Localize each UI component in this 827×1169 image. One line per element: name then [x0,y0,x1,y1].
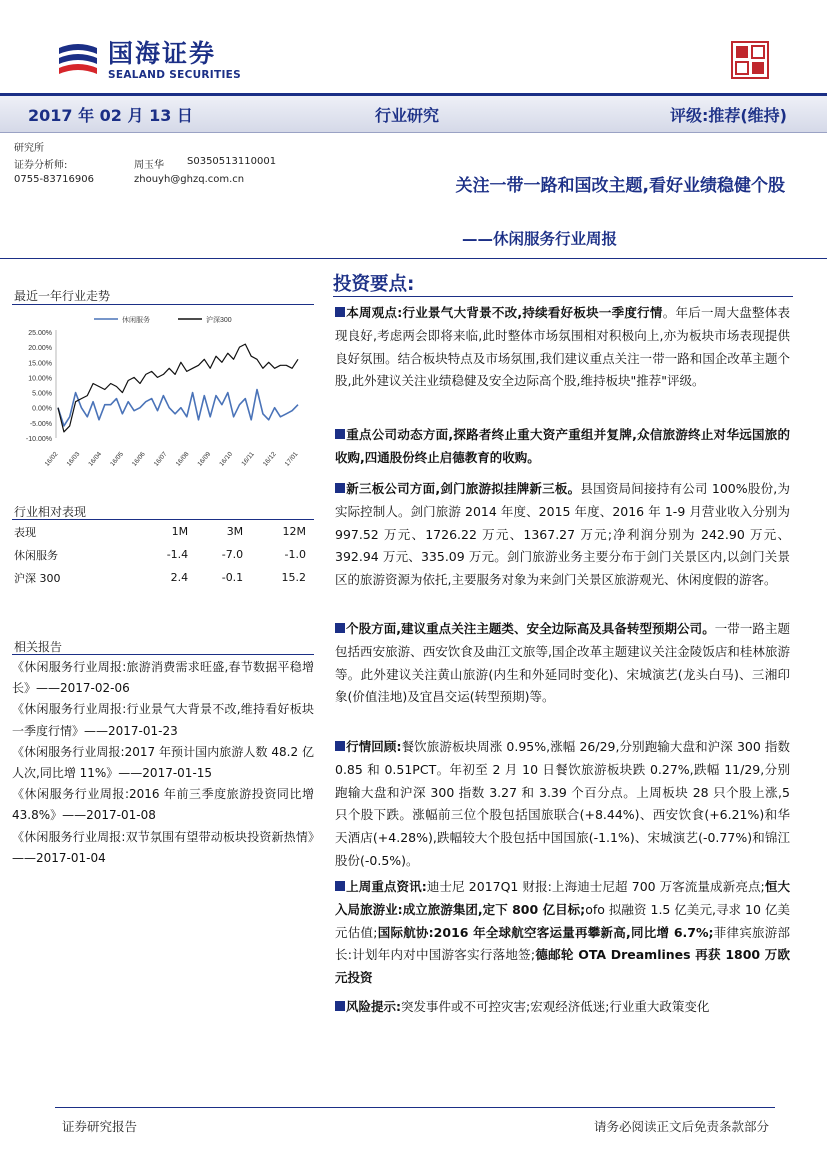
table-cell: -0.1 [221,571,244,584]
table-cell: 15.2 [281,571,306,584]
paragraph-neeq [335,478,790,592]
stock-picks-text: 一带一路主题包括西安旅游、西安饮食及曲江文旅等,国企改革主题建议关注金陵饭店和桂林旅游等。此外建议关注黄山旅游(内生和外延同时变化)、宋城演艺(龙头白马)、三湘印象(价值洼地)及宜昌交运(转型预期)等。 [335,621,790,705]
neeq-bold: 新三板公司方面,剑门旅游拟挂牌新三板。 [346,481,581,496]
weekly-view-text: 。年后一周大盘整体表现良好,考虑两会即将来临,此时整体市场氛围相对积极向上,亦为板块市场表现提供良好氛围。结合板块特点及市场氛围,我们建议重点关注一带一路和国企改革主题个股,此外建议关注业绩稳健及安全边际高个股,维持板块"推荐"评级。 [335,305,790,389]
chart-section-title: 最近一年行业走势 [14,289,111,303]
stock-picks-bold: 个股方面,建议重点关注主题类、安全边际高及具备转型预期公司。 [346,621,715,636]
table-cell: 2.4 [170,571,189,584]
legend-label: 沪深300 [206,317,232,324]
related-report-item[interactable]: 《休闲服务行业周报:行业景气大背景不改,维持看好板块一季度行情》——2017-01-23 [12,702,314,738]
table-header-cell: 3M [226,525,244,538]
table-cell: 休闲服务 [14,548,58,562]
report-title: 关注一带一路和国改主题,看好业绩稳健个股 [455,176,785,196]
table-cell: -7.0 [221,548,244,561]
y-tick-label: -10.00% [25,436,52,443]
table-header-row [14,520,306,543]
related-reports-list [12,657,314,869]
table-header-cell: 12M [282,525,306,538]
footer-left-text: 证券研究报告 [62,1119,138,1134]
table-header-cell: 1M [171,525,189,538]
market-review-bold: 行情回顾: [346,739,402,754]
neeq-text: 县国资局间接持有公司 100%股份,为实际控制人。剑门旅游 2014 年度、2015 年度、2016 年 1-9 月营业收入分别为 997.52 万元、1726.22 万元、1367.27 万元;净利润分别为 242.90 万元、392.94 万元、335.09 万元。剑门旅游业务主要分布于剑门关景区内,以剑门关景区的旅游资源为依托,主要服务对象为来剑门关景区旅游观光、休闲度假的游客。 [335,481,790,588]
paragraph-market-review [335,736,790,873]
y-tick-label: 25.00% [28,330,52,337]
industry-trend-chart [10,308,310,480]
series-line [58,390,298,426]
risk-bold: 风险提示: [346,999,401,1014]
analyst-role: 证券分析师: [14,160,68,171]
y-tick-label: 10.00% [28,375,52,383]
related-section-title: 相关报告 [14,640,63,654]
x-tick-label: 16/11 [240,450,256,468]
x-tick-label: 16/07 [152,450,169,468]
y-tick-label: 0.00% [32,405,52,413]
legend-label: 休闲服务 [122,317,150,324]
paragraph-stock-picks [335,618,790,709]
weekly-news-bold-4: 德邮轮 OTA Dreamlines 再获 1800 万欧元投资 [335,947,790,986]
related-report-item[interactable]: 《休闲服务行业周报:2016 年前三季度旅游投资同比增 43.8%》——2017-01-08 [12,787,314,823]
company-news-bold: 重点公司动态方面,探路者终止重大资产重组并复牌,众信旅游终止对华远国旅的收购,四通股份终止启德教育的收购。 [335,427,790,465]
analyst-license: S0350513110001 [187,156,277,167]
weekly-news-text-2: ofo 拟融资 1.5 亿美元,寻求 10 亿美元估值; [335,901,790,940]
y-tick-label: 20.00% [28,345,52,353]
perf-section-title: 行业相对表现 [14,505,87,519]
weekly-news-bold-3: 国际航协:2016 年全球航空客运量再攀新高,同比增 6.7%; [377,924,714,940]
x-tick-label: 16/09 [196,450,213,468]
paragraph-risk [335,996,790,1019]
bullet-square-icon [335,741,345,751]
bullet-square-icon [335,307,345,317]
x-tick-label: 16/03 [65,450,82,468]
x-tick-label: 16/06 [130,450,147,468]
x-tick-label: 16/08 [174,450,191,468]
relative-performance-table [14,520,306,589]
dept-label: 研究所 [14,143,44,154]
footer-disclaimer-text: 请务必阅读正文后免责条款部分 [593,1119,769,1134]
weekly-news-text-3: 菲律宾旅游部长:计划年内对中国游客实行落地签; [335,924,790,963]
key-points-heading: 投资要点: [333,274,415,295]
bullet-square-icon [335,429,345,439]
weekly-news-text-1: 迪士尼 2017Q1 财报:上海迪士尼超 700 万客流量成新亮点; [426,879,765,894]
table-header-cell: 表现 [14,525,36,539]
key-points-rule [333,296,793,297]
report-category: 行业研究 [375,106,440,125]
related-report-item[interactable]: 《休闲服务行业周报:双节氛围有望带动板块投资新热情》——2017-01-04 [12,829,314,865]
brand-name-en: SEALAND SECURITIES [108,69,241,81]
table-cell: 沪深 300 [14,571,61,585]
brand-name-cn: 国海证券 [108,39,217,68]
analyst-name: 周玉华 [134,160,164,171]
paragraph-weekly-view [335,302,790,393]
x-tick-label: 16/02 [43,450,60,468]
header-bar [0,93,827,133]
weekly-news-bold-1: 上周重点资讯: [346,879,427,894]
y-tick-label: 5.00% [32,390,52,398]
analyst-email: zhouyh@ghzq.com.cn [134,174,245,185]
y-tick-label: -5.00% [29,420,52,428]
bullet-square-icon [335,1001,345,1011]
bullet-square-icon [335,623,345,633]
weekly-view-bold: 本周观点:行业景气大背景不改,持续看好板块一季度行情 [346,305,663,320]
footer-rule [55,1107,775,1108]
table-cell: -1.0 [284,548,306,561]
series-line [58,344,298,432]
paragraph-weekly-news [335,876,790,990]
x-tick-label: 16/05 [109,450,125,468]
sealand-logo-icon [55,40,101,80]
market-review-text: 餐饮旅游板块周涨 0.95%,涨幅 26/29,分别跑输大盘和沪深 300 指数 0.85 和 0.51PCT。年初至 2 月 10 日餐饮旅游板块跌 0.27%,跌幅 11/29,分别跑输大盘和沪深 300 指数 3.27 和 3.39 个百分点。上周板块 28 只个股上涨,5 只个股下跌。涨幅前三位个股包括国旅联合(+8.44%)、西安饮食(+6.21%)和华天酒店(+4.28%),跌幅较大个股包括中国国旅(-1.1%)、宋城演艺(-0.77%)和锦江股份(-0.5%)。 [335,739,791,868]
rating: 评级:推荐(维持) [669,106,787,125]
paragraph-company-news [335,424,790,470]
report-subtitle: ——休闲服务行业周报 [462,230,618,248]
chart-title-rule [12,304,314,305]
y-tick-label: 15.00% [28,360,52,368]
table-row [14,566,306,589]
table-cell: -1.4 [166,548,189,561]
research-seal-icon [730,40,770,80]
table-row [14,543,306,566]
weekly-news-bold-2: 恒大入局旅游业:成立旅游集团,定下 800 亿目标; [335,879,790,917]
related-report-item[interactable]: 《休闲服务行业周报:旅游消费需求旺盛,春节数据平稳增长》——2017-02-06 [12,660,314,696]
x-tick-label: 16/04 [87,450,104,468]
risk-text: 突发事件或不可控灾害;宏观经济低迷;行业重大政策变化 [401,999,710,1014]
analyst-phone: 0755-83716906 [14,174,94,185]
bullet-square-icon [335,483,345,493]
bullet-square-icon [335,881,345,891]
x-tick-label: 16/10 [218,450,235,468]
x-tick-label: 16/12 [261,450,278,468]
related-title-rule [12,654,314,655]
related-report-item[interactable]: 《休闲服务行业周报:2017 年预计国内旅游人数 48.2 亿人次,同比增 11%》——2017-01-15 [12,744,314,781]
x-tick-label: 17/01 [283,450,300,468]
header-divider [0,258,827,259]
report-date: 2017 年 02 月 13 日 [28,106,193,125]
